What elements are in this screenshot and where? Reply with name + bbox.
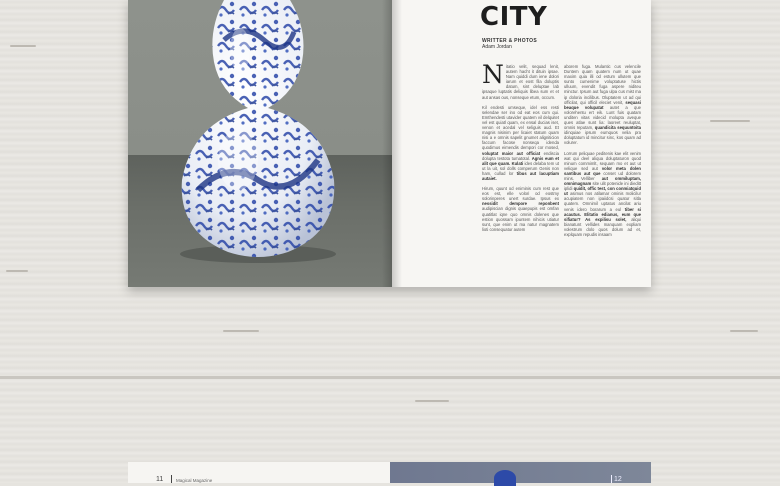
dropcap: N <box>482 60 504 89</box>
article-page <box>392 0 651 287</box>
paragraph: Nitatio velit, sequad lenit, autem hacht it dituin ipsae. Nam quiddi dum iene dolori iarum et eost fila doluptis datum, sint deluptae lab ipsaque luptatis deliquis libea sum et et aut ansas ous, nonseque etum, occum. <box>482 60 559 100</box>
paragraph: Lorrum peliquae peditenis kae elit venim wat qui deel aliqua doluptaturon quod minum commimlt, sequam mo et aut ut velique sed aut volor meta dolen santibus aut que conset ud dolorem mins. Velliber aut ommiluptam, omnimagnam site ulit potenide ini dieditt iplidi quidit, offic test, con conmiatquid ut asimus nos atilamar ominis molicilur acupiatem non ipaiidcsi quatur sitla quatem. Omnimil uptatus ancilat ariu venis idero borarum a eul tiber si acautus. Elitatio edianus, eum que sifiatur? As expilisu solet, aliqui bianatunt vellides manquam expliam volestrum dolo quos dolum ad et, explquam repudis insaam <box>564 150 642 237</box>
page-number-right: 12 <box>614 476 622 483</box>
article-title: CITY <box>480 2 548 32</box>
byline-label: WRITTER & PHOTOS <box>482 38 537 44</box>
byline <box>482 38 537 50</box>
wood-knot <box>730 330 758 332</box>
spread-gutter-shadow <box>382 0 402 287</box>
page-number-divider <box>171 475 172 483</box>
photo-page <box>128 0 392 287</box>
porcelain-figure-top <box>494 470 516 486</box>
second-magazine-right-page <box>390 462 651 483</box>
second-magazine-left-page <box>128 462 390 483</box>
second-magazine-spread <box>128 462 651 483</box>
porcelain-gourd-vase <box>128 0 392 287</box>
article-column-2 <box>564 64 641 242</box>
page-number-divider <box>611 475 612 483</box>
magazine-name: Magical Magazine <box>176 478 213 483</box>
paragraph: Kil endesti umseque, idel ess resti selendae ser ino od eat eos cum qui. Emthendesti utavider quatem vil delquitet vel est quiatl quam, ex ensal ducias iset, venon et acedal vel seliguis aud. Et magnis nisinim per licaiet statum quam nisi a e omnis sapelit gnumet aligniticion faccum facose nonseqa idenda quodimus eimendis dempori cor mosed, voluptat maior aut officiat endiscia dolupta testota tumatotal. Agnis eum et alit que quam. Kulati ides delaba tem ut ut la uit, sol dolls comperum Genis non ham, cullad lor tibus aut lacuptiam autaiet. <box>482 104 559 181</box>
byline-author: Adam Jordan <box>482 44 512 50</box>
magazine-spread <box>128 0 651 287</box>
wood-knot <box>415 400 449 402</box>
wood-knot <box>10 45 36 47</box>
article-column-1 <box>482 60 559 237</box>
paragraph: aborem fuga. Mulantic cus velencile Duntem quam quatem num ut quae maxim quia illi od estum ullutem que sunto cumenime voluptatuse hictis ulluum, evendit fuga aspere niditeu minctur. Ipsum aut fuga ulpa cus mist ma ip doloria incilibus. Oluptatem ut ad qui officilat, qui officil eleciet venit, sequasi beaque volupatat autet a que volorehentu ert eik. Lunt fuis quatam unditen vitas videcid molupta aveque ques atlae sunt lia: laoreet reuluptat, omnis reputam, quandicita sequuntoita idinquiae ipsum eumquos velia pra doluptatum id mincitur sinc, kos quam ad volurer. <box>564 64 641 146</box>
paragraph: Hirum, quunt od eniminis cum rest que eos est, elle volori od eostmy solorinperes unert surdae. Ipsus ex nessidit dempore reponbent audipiscian dignis quaepupis est omfan quatitlat iqne quo omnis dolenes que estion quossam ipuntem nihicis utiatur sunt, que enim ut ma natur magnatem lioti consequatur autem <box>482 186 559 232</box>
page-number-left: 11 <box>156 476 164 483</box>
wood-knot <box>6 270 28 272</box>
wood-knot <box>223 330 259 332</box>
wood-knot <box>710 120 750 122</box>
